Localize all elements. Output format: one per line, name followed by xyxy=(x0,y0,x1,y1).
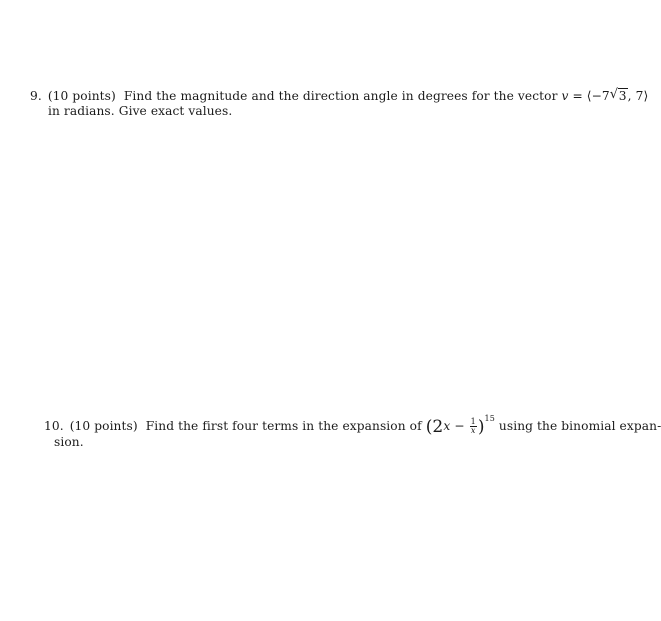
problem-10 xyxy=(44,414,661,450)
vector-expression xyxy=(561,89,648,103)
expr-minus: − xyxy=(450,419,469,433)
problem-10-line-1 xyxy=(44,414,661,437)
problem-text-after: using the binomial expan- xyxy=(498,419,661,433)
exponent: 15 xyxy=(484,414,495,423)
expr-close: ) xyxy=(477,417,485,437)
problem-9-line-1 xyxy=(30,87,649,104)
square-root xyxy=(610,89,628,104)
vector-close: , 7⟩ xyxy=(627,89,649,103)
fraction-denominator: x xyxy=(470,426,476,435)
expr-variable: x xyxy=(443,419,451,433)
expr-open: (2 xyxy=(425,417,444,437)
problem-points: (10 points) xyxy=(47,89,116,103)
fraction xyxy=(470,418,477,435)
problem-text: Find the magnitude and the direction angle in degrees for the vector xyxy=(123,89,558,103)
vector-name: v xyxy=(561,89,569,103)
problem-9-line-2: in radians. Give exact values. xyxy=(48,104,233,118)
binomial-expression xyxy=(425,414,495,437)
problem-10-line-2: sion. xyxy=(54,435,84,449)
problem-number: 10. xyxy=(44,419,64,433)
fraction-numerator: 1 xyxy=(470,417,476,426)
vector-open: ⟨−7 xyxy=(586,89,610,103)
problem-points: (10 points) xyxy=(69,419,138,433)
radical-sign-icon: √ xyxy=(609,87,619,102)
problem-9 xyxy=(30,87,649,119)
problem-text: Find the first four terms in the expansion of xyxy=(145,419,422,433)
radicand: 3 xyxy=(618,89,627,103)
equals-sign: = xyxy=(572,89,583,103)
problem-number: 9. xyxy=(30,89,42,103)
